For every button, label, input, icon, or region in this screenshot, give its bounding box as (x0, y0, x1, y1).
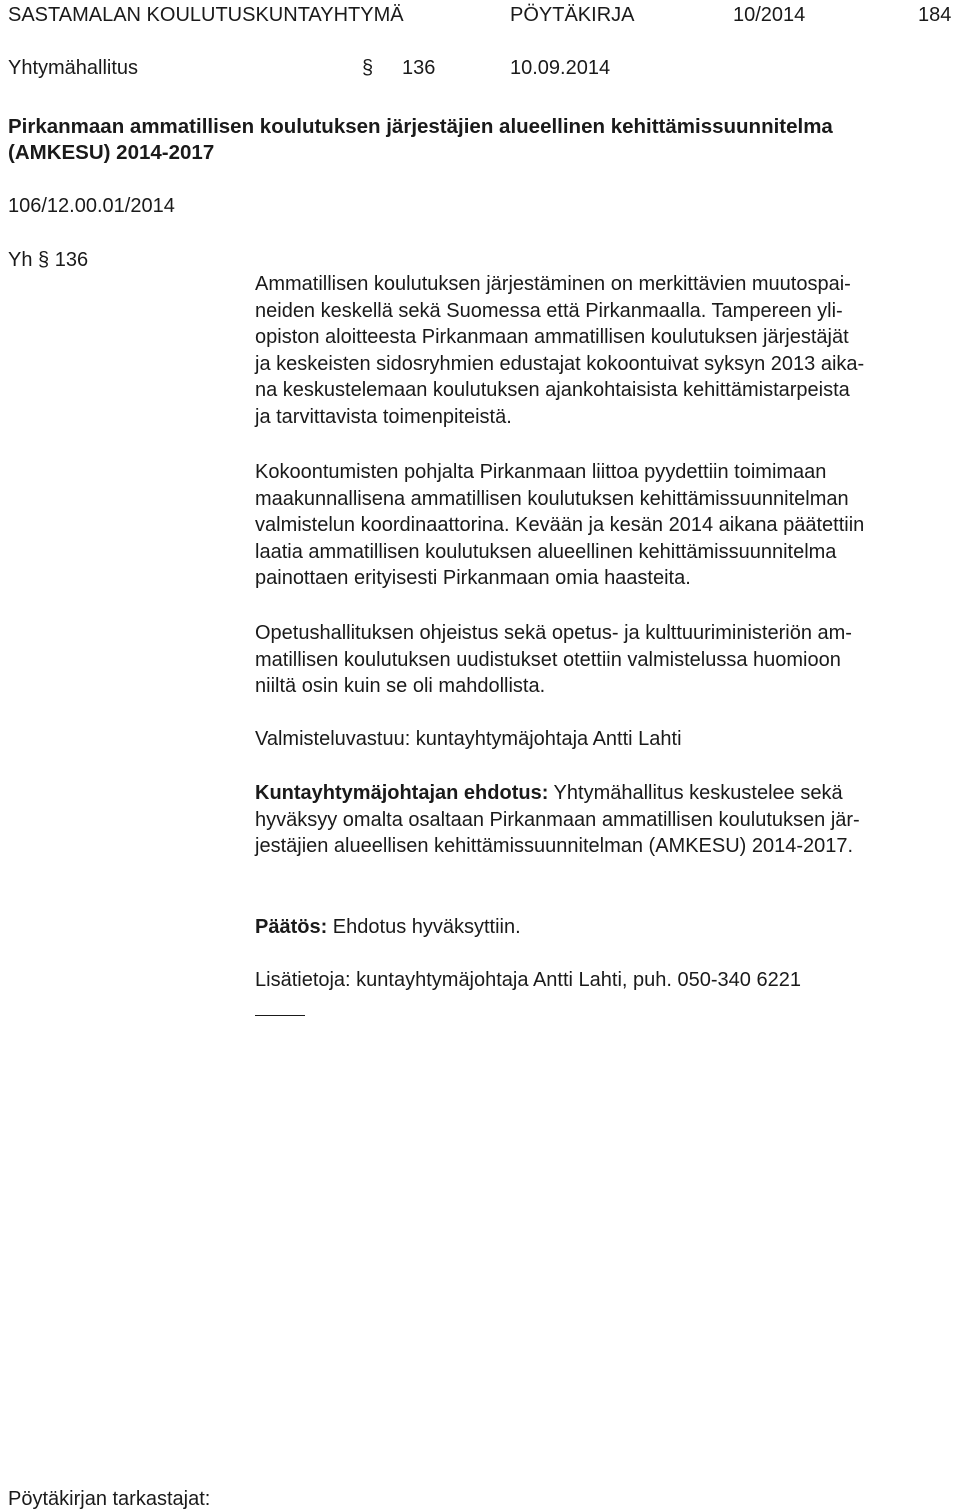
paragraph-2 (255, 459, 960, 592)
paragraph-line: Ammatillisen koulutuksen järjestäminen on merkittävien muutospai- (255, 273, 851, 295)
decision-text: Ehdotus hyväksyttiin. (327, 916, 521, 938)
separator-rule (255, 1015, 305, 1016)
paragraph-line: Opetushallituksen ohjeistus sekä opetus- ja kulttuuriministeriön am- (255, 622, 852, 644)
meeting-date: 10.09.2014 (510, 57, 611, 79)
document-title-line-1: Pirkanmaan ammatillisen koulutuksen järjestäjien alueellinen kehittämissuunnitelma (8, 115, 833, 138)
paragraph-line: valmistelun koordinaattorina. Kevään ja kesän 2014 aikana päätettiin (255, 514, 865, 536)
document-title-line-2: (AMKESU) 2014-2017 (8, 141, 215, 164)
proposal (255, 780, 960, 860)
proposal-line-3: jestäjien alueellisen kehittämissuunnitelman (AMKESU) 2014-2017. (255, 835, 854, 857)
paragraph-line: opiston aloitteesta Pirkanmaan ammatillisen koulutuksen järjestäjät (255, 326, 849, 348)
paragraph-line: na keskustelemaan koulutuksen ajankohtaisista kehittämistarpeista (255, 379, 850, 401)
page-number: 184 (918, 4, 952, 26)
minutes-reviewers-label: Pöytäkirjan tarkastajat: (8, 1488, 211, 1510)
section-number: 136 (402, 57, 436, 79)
proposal-line-1 (255, 780, 960, 807)
decision-label: Päätös: (255, 916, 328, 938)
body-name: Yhtymähallitus (8, 57, 139, 79)
decision (255, 914, 960, 941)
paragraph-line: ja tarvittavista toimenpiteistä. (255, 405, 512, 428)
section-label-symbol: § (38, 249, 50, 271)
paragraph-line: Kokoontumisten pohjalta Pirkanmaan liittoa pyydettiin toimimaan (255, 461, 827, 483)
paragraph-line: laatia ammatillisen koulutuksen alueellinen kehittämissuunnitelma (255, 540, 837, 563)
reference-code: 106/12.00.01/2014 (8, 195, 175, 217)
proposal-text: Yhtymähallitus keskustelee sekä (548, 782, 843, 804)
preparation-responsible: Valmisteluvastuu: kuntayhtymäjohtaja Antti Lahti (255, 728, 682, 750)
paragraph-line: painottaen erityisesti Pirkanmaan omia haasteita. (255, 567, 691, 589)
paragraph-line: neiden keskellä sekä Suomessa että Pirkanmaalla. Tampereen yli- (255, 299, 843, 322)
proposal-line-2: hyväksyy omalta osaltaan Pirkanmaan ammatillisen koulutuksen jär- (255, 808, 860, 831)
paragraph-line: niiltä osin kuin se oli mahdollista. (255, 675, 546, 697)
proposal-label: Kuntayhtymäjohtajan ehdotus: (255, 782, 549, 804)
contact-info: Lisätietoja: kuntayhtymäjohtaja Antti Lahti, puh. 050-340 6221 (255, 969, 801, 991)
section-label-number: 136 (54, 249, 89, 271)
paragraph-line: ja keskeisten sidosryhmien edustajat kokoontuivat syksyn 2013 aika- (255, 352, 865, 375)
paragraph-3 (255, 620, 960, 700)
section-label (8, 247, 88, 273)
section-prefix: Yh (8, 249, 33, 271)
document-type: PÖYTÄKIRJA (510, 4, 635, 26)
paragraph-line: maakunnallisena ammatillisen koulutuksen kehittämissuunnitelman (255, 487, 849, 510)
document-number: 10/2014 (733, 4, 806, 26)
section-symbol: § (362, 57, 374, 79)
paragraph-line: matillisen koulutuksen uudistukset otettiin valmistelussa huomioon (255, 648, 841, 671)
paragraph-1 (255, 271, 960, 430)
organization-name: SASTAMALAN KOULUTUSKUNTAYHTYMÄ (8, 4, 404, 26)
